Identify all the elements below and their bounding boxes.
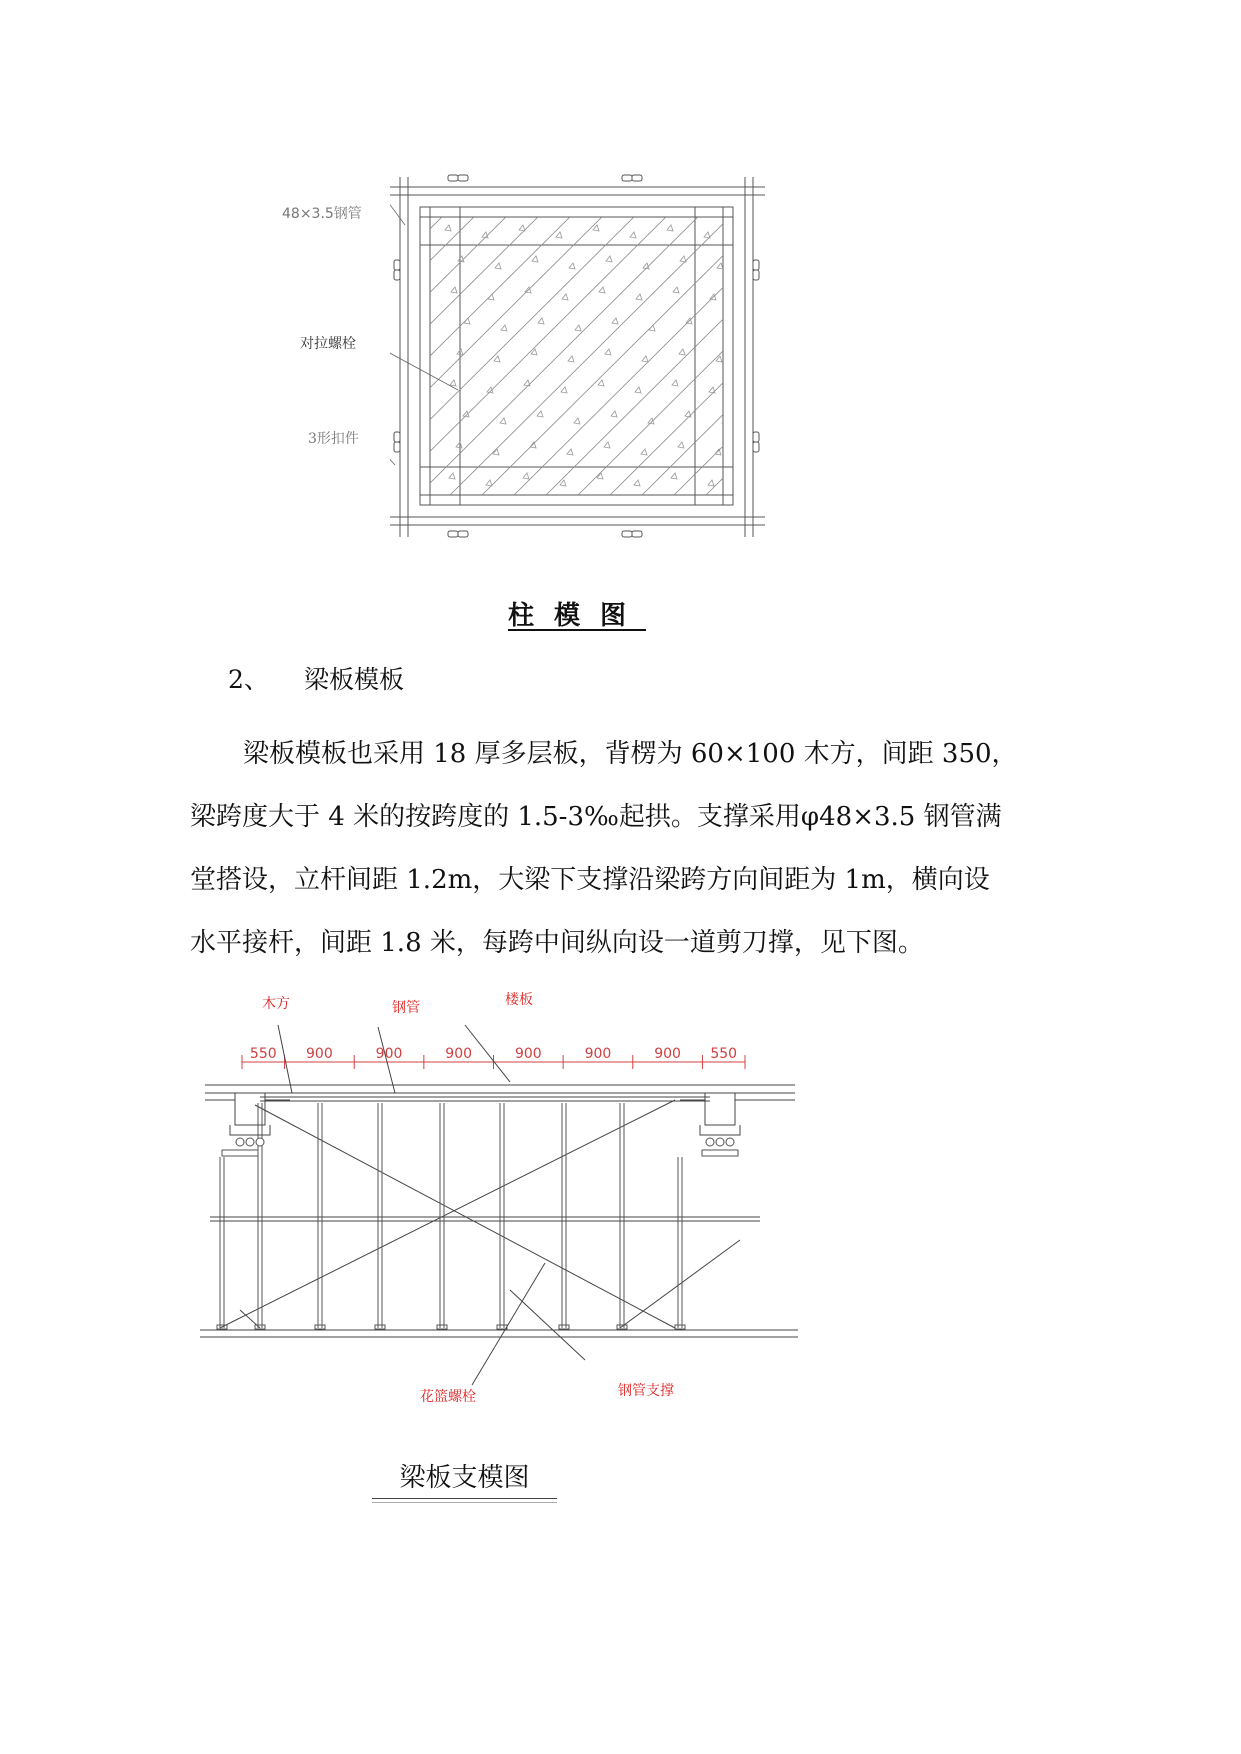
aggregate-mark — [449, 473, 455, 479]
aggregate-mark — [679, 349, 685, 355]
dimension-label: 900 — [584, 1046, 612, 1062]
aggregate-mark — [630, 232, 636, 238]
aggregate-mark — [486, 480, 492, 486]
aggregate-mark — [635, 387, 641, 393]
aggregate-mark — [523, 473, 529, 479]
aggregate-mark — [642, 356, 648, 362]
aggregate-mark — [685, 411, 691, 417]
aggregate-mark — [569, 263, 575, 269]
aggregate-mark — [673, 287, 679, 293]
aggregate-mark — [671, 473, 677, 479]
hatch-line — [390, 197, 686, 495]
paragraph-line: 梁跨度大于 4 米的按跨度的 1.5-3‰起拱。支撑采用φ48×3.5 钢管满 — [190, 802, 1002, 832]
aggregate-mark — [562, 294, 568, 300]
paragraph-line: 水平接杆，间距 1.8 米，每跨中间纵向设一道剪刀撑，见下图。 — [190, 928, 924, 958]
label-pipe-support: 钢管支撑 — [618, 1383, 674, 1399]
aggregate-mark — [556, 232, 562, 238]
aggregate-mark — [723, 325, 729, 331]
post-base — [559, 1325, 569, 1329]
hatch-line — [390, 197, 462, 495]
dimension-label: 900 — [445, 1046, 473, 1062]
aggregate-mark — [495, 263, 501, 269]
dimension-label: 550 — [710, 1046, 738, 1062]
label-tie-bolt: 对拉螺栓 — [300, 336, 356, 352]
aggregate-mark — [482, 232, 488, 238]
label-timber: 木方 — [262, 996, 290, 1012]
aggregate-mark — [593, 225, 599, 231]
aggregate-mark — [560, 480, 566, 486]
aggregate-mark — [519, 225, 525, 231]
aggregate-mark — [605, 349, 611, 355]
aggregate-mark — [672, 380, 678, 386]
aggregate-mark — [641, 449, 647, 455]
aggregate-mark — [575, 325, 581, 331]
hatch-line — [514, 197, 780, 495]
aggregate-mark — [567, 449, 573, 455]
aggregate-mark — [568, 356, 574, 362]
post-base — [315, 1325, 325, 1329]
post-base — [255, 1325, 265, 1329]
aggregate-mark — [500, 418, 506, 424]
aggregate-mark — [538, 318, 544, 324]
aggregate-mark — [667, 225, 673, 231]
aggregate-mark — [678, 442, 684, 448]
section-heading — [228, 660, 404, 696]
aggregate-mark — [606, 256, 612, 262]
hatch-line — [390, 197, 558, 495]
hatch-line — [390, 197, 622, 495]
dimension-label: 900 — [375, 1046, 403, 1062]
paragraph-line: 梁板模板也采用 18 厚多层板，背楞为 60×100 木方，间距 350， — [243, 739, 1018, 769]
aggregate-mark — [451, 287, 457, 293]
aggregate-mark — [599, 287, 605, 293]
dimension-label: 550 — [249, 1046, 277, 1062]
beam-slab-formwork-figure — [200, 985, 800, 1415]
post-base — [375, 1325, 385, 1329]
hatch-line — [578, 197, 780, 495]
hatch-line — [674, 197, 780, 495]
aggregate-mark — [561, 387, 567, 393]
aggregate-mark — [530, 442, 536, 448]
section-title: 梁板模板 — [304, 665, 405, 694]
aggregate-mark — [604, 442, 610, 448]
aggregate-mark — [708, 480, 714, 486]
aggregate-mark — [597, 473, 603, 479]
beam-figure-caption: 梁板支模图 — [372, 1457, 557, 1499]
column-formwork-figure — [390, 165, 780, 550]
aggregate-mark — [494, 356, 500, 362]
hatch-line — [390, 197, 494, 495]
aggregate-mark — [456, 442, 462, 448]
aggregate-mark — [445, 225, 451, 231]
label-steel-pipe: 48×3.5钢管 — [282, 206, 362, 222]
aggregate-mark — [717, 263, 723, 269]
hatch-line — [390, 197, 526, 495]
aggregate-mark — [612, 318, 618, 324]
aggregate-mark — [611, 411, 617, 417]
aggregate-mark — [493, 449, 499, 455]
aggregate-mark — [634, 480, 640, 486]
dimension-label: 900 — [654, 1046, 681, 1062]
hatch-line — [706, 197, 780, 495]
aggregate-mark — [643, 263, 649, 269]
aggregate-mark — [715, 449, 721, 455]
aggregate-mark — [636, 294, 642, 300]
aggregate-mark — [458, 256, 464, 262]
section-number: 2、 — [228, 665, 269, 694]
post-base — [437, 1325, 447, 1329]
aggregate-mark — [501, 325, 507, 331]
hatch-line — [450, 197, 750, 495]
dimension-label: 900 — [514, 1046, 542, 1062]
aggregate-mark — [532, 256, 538, 262]
aggregate-mark — [487, 387, 493, 393]
aggregate-mark — [598, 380, 604, 386]
aggregate-mark — [450, 380, 456, 386]
aggregate-mark — [648, 418, 654, 424]
post-base — [675, 1325, 685, 1329]
dimension-label: 900 — [306, 1046, 333, 1062]
label-beam-steel-pipe: 钢管 — [392, 1000, 420, 1016]
column-figure-caption: 柱模图 — [508, 601, 647, 631]
hatch-line — [418, 197, 718, 495]
label-floor-slab: 楼板 — [505, 992, 533, 1008]
hatch-line — [482, 197, 780, 495]
label-clip: 3形扣件 — [308, 431, 359, 447]
aggregate-mark — [537, 411, 543, 417]
aggregate-mark — [463, 411, 469, 417]
paragraph-line: 堂搭设，立杆间距 1.2m，大梁下支撑沿梁跨方向间距为 1m，横向设 — [190, 865, 990, 895]
label-turnbuckle: 花篮螺栓 — [420, 1389, 476, 1405]
aggregate-mark — [574, 418, 580, 424]
